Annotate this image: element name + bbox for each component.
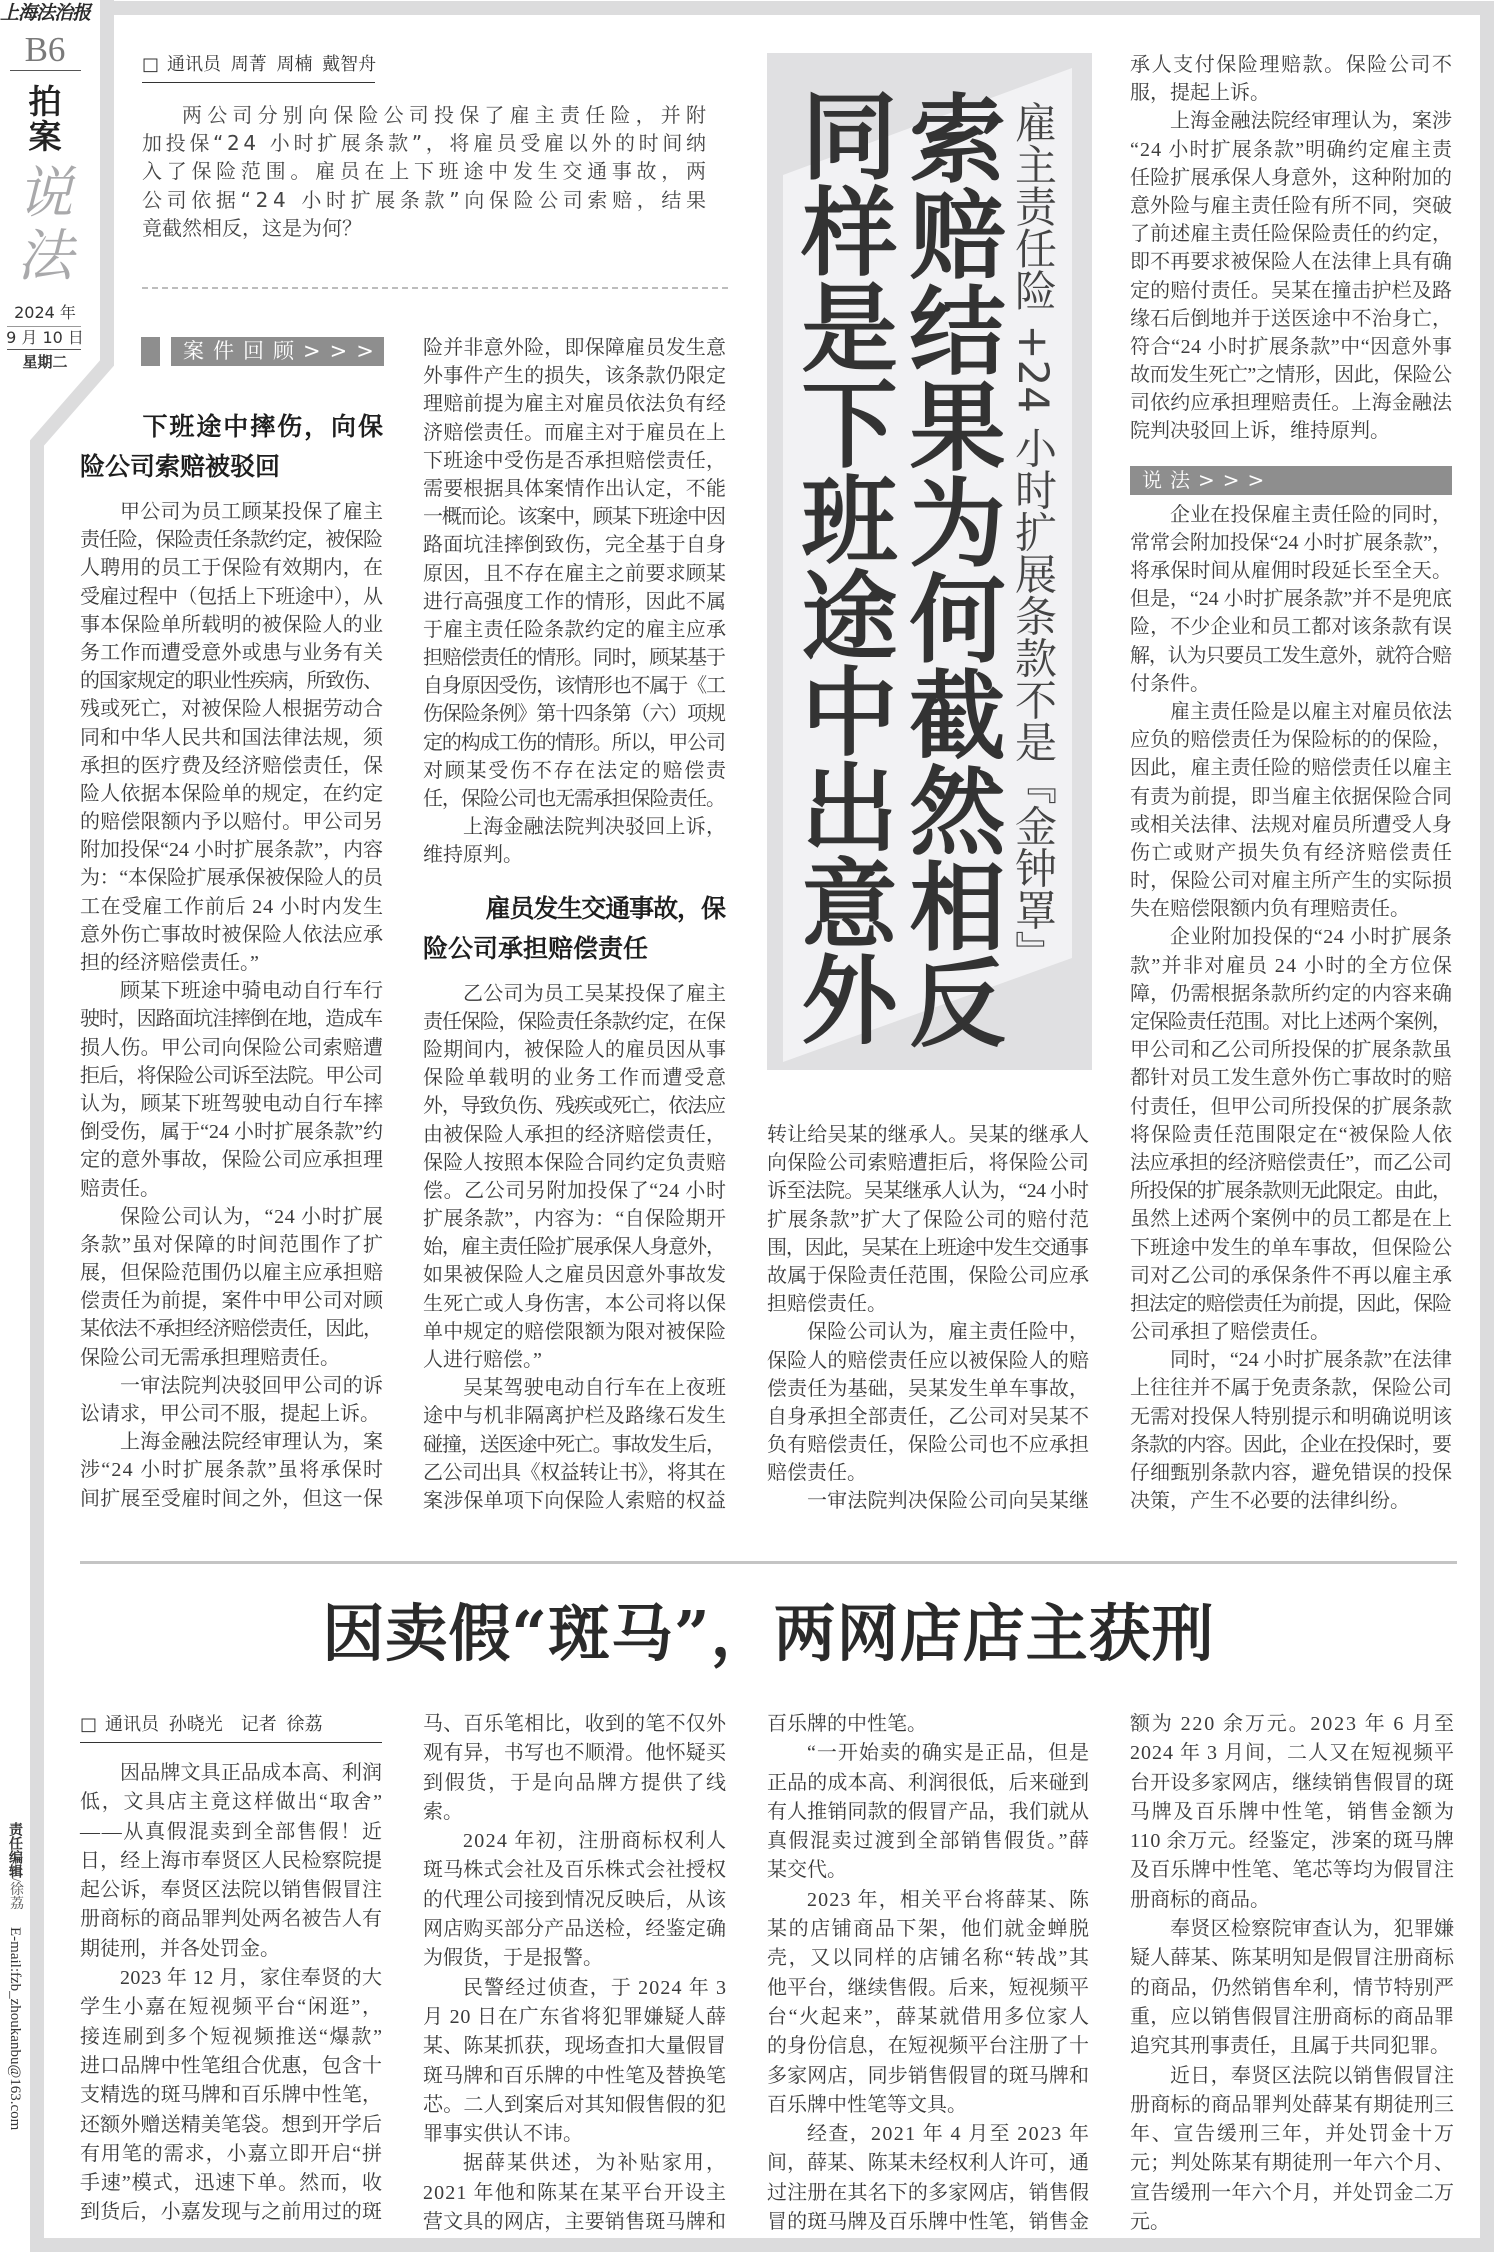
commentary-label: 说法>>> xyxy=(1130,466,1452,495)
text-line: 同和中华人民共和国法律法规，须 xyxy=(80,726,384,749)
text-line: 服，提起上诉。 xyxy=(1130,82,1270,105)
paragraph xyxy=(423,1974,726,2150)
issue-weekday: 星期二 xyxy=(22,353,68,371)
article1-intro xyxy=(142,101,712,242)
text-line: 企业附加投保的“24 小时扩展条 xyxy=(1170,926,1453,949)
byline-authors: 通讯员 周菁 周楠 戴智舟 xyxy=(167,54,377,75)
text-line: 倒受伤，属于“24 小时扩展条款”约 xyxy=(80,1121,384,1144)
text-line: 认为，顾某下班驾驶电动自行车摔 xyxy=(80,1092,384,1115)
text-line: 入了保险范围。雇员在上下班途中发生交通事故，两 xyxy=(142,159,711,184)
case-review-label-text: 案件回顾>>> xyxy=(171,337,384,366)
text-line: 险人依据本保险单的规定，在约定 xyxy=(80,782,384,805)
text-line: 雇主责任险是以雇主对雇员依法 xyxy=(1170,700,1453,723)
section-name-calligraphy: 法 xyxy=(17,226,73,288)
text-line: 时，保险公司对雇主所产生的实际损 xyxy=(1130,870,1453,893)
text-line: 间，薛某、陈某未经权利人许可，通 xyxy=(767,2152,1090,2175)
square-marker-icon: □ xyxy=(142,54,160,75)
paragraph xyxy=(767,1121,1089,1318)
text-line: 上海金融法院经审理认为，案 xyxy=(120,1431,384,1454)
article1-column-4 xyxy=(1130,51,1452,1515)
text-line: 赔责任。 xyxy=(80,1177,160,1200)
article1-byline xyxy=(142,53,375,83)
text-line: 及百乐牌中性笔、笔芯等均为假冒注 xyxy=(1130,1859,1455,1882)
text-line: 的代理公司接到情况反映后，从该 xyxy=(423,1888,727,1911)
text-line: 负有赔偿责任，保险公司也不应承担 xyxy=(767,1434,1090,1457)
byline-authors: 通讯员 孙晓光 记者 徐荔 xyxy=(105,1714,323,1735)
text-line: 工在受雇工作前后 24 小时内发生 xyxy=(80,895,384,918)
text-line: 近日，奉贤区法院以销售假冒注 xyxy=(1170,2064,1455,2087)
text-line: 某依法不承担经济赔偿责任，因此， xyxy=(80,1318,382,1341)
text-line: 乙公司出具《权益转让书》，将其在 xyxy=(423,1461,726,1484)
text-line: 途中与机非隔离护栏及路缘石发生 xyxy=(423,1405,727,1428)
section-name-calligraphy: 说 xyxy=(17,163,73,225)
text-line: 企业在投保雇主责任险的同时， xyxy=(1170,503,1453,526)
text-line: 需要根据具体案情作出认定，不能 xyxy=(423,477,727,500)
paragraph xyxy=(80,498,383,977)
text-line: 上海金融法院判决驳回上诉， xyxy=(463,816,727,839)
editor-email: E-mail:fzb_zhoukanbu@163.com xyxy=(7,1927,23,2131)
text-line: 竟截然相反，这是为何？ xyxy=(142,215,362,240)
text-line: 担法定的赔偿责任为前提，因此，保险 xyxy=(1130,1292,1451,1315)
article1-column-3 xyxy=(767,1121,1089,1516)
paragraph xyxy=(767,1710,1089,1739)
text-line: 承人支付保险理赔款。保险公司不 xyxy=(1130,54,1454,76)
text-line: 担赔偿责任的情形。同时，顾某基于 xyxy=(423,647,725,670)
text-line: 雇员发生交通事故，保 xyxy=(485,893,725,923)
text-line: 追究其刑事责任，且属于共同犯罪。 xyxy=(1130,2035,1450,2058)
text-line: 冒的斑马牌及百乐牌中性笔，销售金 xyxy=(767,2211,1090,2234)
text-line: 定的构成工伤的情形。所以，甲公司 xyxy=(423,731,725,754)
paragraph xyxy=(767,1487,1089,1515)
article2-column-3 xyxy=(767,1710,1089,2237)
paragraph xyxy=(423,2149,729,2237)
text-line: 付责任，但甲公司所投保的扩展条款 xyxy=(1130,1095,1453,1118)
text-line: 如果被保险人之雇员因意外事故发 xyxy=(423,1264,727,1287)
text-line: 责任险，保险责任条款约定，被保险 xyxy=(80,529,382,552)
text-line: 无需对投保人特别提示和明确说明该 xyxy=(1130,1405,1453,1428)
text-line: 保险人的赔偿责任应以被保险人的赔 xyxy=(767,1349,1090,1372)
text-line: 碰撞，送医途中死亡。事故发生后， xyxy=(423,1433,725,1456)
article-separator xyxy=(80,1561,1457,1564)
newspaper-name: 上海法治报 xyxy=(0,3,91,24)
text-line: 疑人薛某、陈某明知是假冒注册商标 xyxy=(1130,1947,1455,1970)
text-line: 百乐牌中性笔等文具。 xyxy=(767,2093,967,2116)
text-line: 虽然上述两个案例中的员工都是在上 xyxy=(1130,1208,1453,1231)
text-line: 定保险责任范围。对比上述两个案例， xyxy=(1130,1011,1451,1033)
article1-column-1 xyxy=(80,407,383,1513)
text-line: 一概而论。该案中，顾某下班途中因 xyxy=(423,506,725,529)
paragraph xyxy=(1130,2062,1454,2238)
text-line: 案涉保单项下向保险人索赔的权益 xyxy=(423,1489,727,1512)
text-line: 偿责任为基础，吴某发生单车事故， xyxy=(767,1377,1090,1400)
text-line: 缘石后倒地并于送医途中不治身亡， xyxy=(1130,307,1453,330)
text-line: 险并非意外险，即保障雇员发生意 xyxy=(423,337,727,359)
text-line: 的身份信息，在短视频平台注册了十 xyxy=(767,2035,1090,2058)
text-line: 保险公司无需承担理赔责任。 xyxy=(80,1346,340,1369)
text-line: 决策，产生不必要的法律纠纷。 xyxy=(1130,1490,1410,1513)
text-line: 的国家规定的职业性疾病，所致伤、 xyxy=(80,670,382,693)
text-line: 应负的赔偿责任为保险标的的保险， xyxy=(1130,729,1453,752)
text-line: 扩展条款”扩大了保险公司的赔付范 xyxy=(767,1208,1090,1231)
text-line: 同时，“24 小时扩展条款”在法律 xyxy=(1170,1349,1452,1372)
text-line: 台开设多家网店，继续销售假冒的斑 xyxy=(1130,1771,1455,1794)
paragraph xyxy=(1130,1915,1454,2061)
text-line: 对顾某受伤不存在法定的赔偿责 xyxy=(423,759,728,782)
article2-column-1 xyxy=(80,1759,382,2228)
text-line: 有用笔的需求，小嘉立即开启“拼 xyxy=(80,2142,383,2165)
text-line: 承担的医疗费及经济赔偿责任，保 xyxy=(80,754,384,777)
article1-headline-line1: 索赔结果为何截然相反 xyxy=(894,89,1007,1049)
text-line: 展，但保险范围仍以雇主应承担赔 xyxy=(80,1262,384,1285)
text-line: 常常会附加投保“24 小时扩展条款”， xyxy=(1130,531,1452,554)
text-line: 台“火起来”，薛某就借用多位家人 xyxy=(767,2005,1091,2028)
text-line: 伤保险条例》第十四条第（六）项规 xyxy=(423,703,725,726)
paragraph xyxy=(423,1710,726,1827)
text-line: 起公诉，奉贤区法院以销售假冒注 xyxy=(80,1879,383,1902)
editor-credit xyxy=(4,1822,26,2131)
text-line: 2021 年他和陈某在某平台开设主 xyxy=(423,2181,728,2204)
text-line: 仔细甄别条款内容，避免错误的投保 xyxy=(1130,1462,1453,1484)
text-line: 任，保险公司也无需承担保险责任。 xyxy=(423,788,725,810)
text-line: 将保险责任范围限定在“被保险人依 xyxy=(1130,1123,1453,1146)
text-line: 务工作而遭受意外或患与业务有关 xyxy=(80,641,384,664)
text-line: 将承保时间从雇佣时段延长至全天。 xyxy=(1130,560,1453,582)
subheading xyxy=(423,889,726,969)
text-line: “一开始卖的确实是正品，但是 xyxy=(807,1742,1090,1765)
text-line: 人聘用的员工于保险有效期内，在 xyxy=(80,557,384,580)
text-line: 乙公司为员工吴某投保了雇主 xyxy=(463,982,727,1005)
text-line: 涉“24 小时扩展条款”虽将承保时 xyxy=(80,1459,385,1482)
text-line: 了前述雇主责任险保险责任的约定， xyxy=(1130,223,1453,246)
text-line: 转让给吴某的继承人。吴某的继承人 xyxy=(767,1124,1090,1146)
text-line: 2023 年，相关平台将薛某、陈 xyxy=(807,1888,1091,1911)
text-line: 伤亡或财产损失负有经济赔偿责任 xyxy=(1130,841,1454,864)
text-line: 赔偿责任。 xyxy=(767,1462,867,1485)
text-line: 间扩展至受雇时间之外，但这一保 xyxy=(80,1487,384,1510)
text-line: 重，应以销售假冒注册商标的商品罪 xyxy=(1130,2005,1455,2028)
text-line: 讼请求，甲公司不服，提起上诉。 xyxy=(80,1403,380,1425)
text-line: 吴某驾驶电动自行车在上夜班 xyxy=(463,1377,727,1400)
text-line: 险公司索赔被驳回 xyxy=(80,452,281,481)
article2-headline: 因卖假“斑马”，两网店店主获刑 xyxy=(322,1597,1215,1670)
text-line: 扩展条款”，内容为：“自保险期开 xyxy=(423,1208,727,1231)
text-line: 院判决驳回上诉，维持原判。 xyxy=(1130,420,1390,443)
text-line: 款”并非对雇员 24 小时的全方位保 xyxy=(1130,954,1454,977)
text-line: 司对乙公司的承保条件不再以雇主承 xyxy=(1130,1264,1453,1287)
text-line: 诉至法院。吴某继承人认为，“24 小时 xyxy=(767,1180,1089,1203)
subheading xyxy=(80,407,383,487)
text-line: 元。 xyxy=(1130,2211,1170,2234)
text-line: 元；判处陈某有期徒刑一年六个月、 xyxy=(1130,2152,1455,2175)
text-line: 额为 220 余万元。2023 年 6 月至 xyxy=(1130,1713,1456,1735)
text-line: 过注册在其名下的多家网店，销售假 xyxy=(767,2181,1090,2204)
text-line: 奉贤区检察院审查认为，犯罪嫌 xyxy=(1170,1918,1455,1941)
text-line: 一审法院判决保险公司向吴某继 xyxy=(807,1490,1090,1513)
text-line: 保险单载明的业务工作而遭受意 xyxy=(423,1067,728,1090)
article1-headline-line2: 同样是下班途中出意外 xyxy=(786,86,899,1046)
text-line: 民警经过侦查，于 2024 年 3 xyxy=(463,1976,728,1999)
paragraph xyxy=(767,1318,1089,1487)
text-line: 2024 年初，注册商标权利人 xyxy=(463,1830,728,1853)
text-line: 理赔前提为雇主对雇员依法负有经 xyxy=(423,393,727,416)
issue-year: 2024 年 xyxy=(14,303,76,322)
text-line: “24 小时扩展条款”明确约定雇主责 xyxy=(1130,138,1454,161)
paragraph xyxy=(767,1739,1089,1885)
intro-dashed-divider xyxy=(142,287,728,289)
text-line: 因此，雇主责任险的赔偿责任以雇主 xyxy=(1130,757,1453,780)
text-line: 外，导致负伤、残疾或死亡，依法应 xyxy=(423,1095,725,1118)
text-line: 济赔偿责任。而雇主对于雇员在上 xyxy=(423,421,727,444)
paragraph xyxy=(1130,1710,1454,1915)
paragraph xyxy=(80,1372,383,1428)
text-line: 责任保险，保险责任条款约定，在保 xyxy=(423,1010,725,1033)
label-block-icon xyxy=(141,337,160,366)
text-line: 某交代。 xyxy=(767,1859,847,1882)
text-line: 马牌及百乐牌中性笔，销售金额为 xyxy=(1130,1800,1456,1823)
text-line: 上海金融法院经审理认为，案涉 xyxy=(1170,110,1453,133)
text-line: 意外伤亡事故时被保险人依法应承 xyxy=(80,923,384,946)
text-line: 册商标的商品。 xyxy=(1130,1888,1270,1911)
text-line: 所投保的扩展条款则无此限定。由此， xyxy=(1130,1180,1451,1203)
text-line: 顾某下班途中骑电动自行车行 xyxy=(120,980,384,1003)
text-line: 据薛某供述，为补贴家用， xyxy=(463,2152,729,2175)
text-line: 付条件。 xyxy=(1130,672,1210,695)
text-line: 下班途中摔伤，向保 xyxy=(142,412,385,441)
text-line: 观有异，书写也不顺滑。他怀疑买 xyxy=(423,1742,727,1765)
paragraph xyxy=(423,1374,726,1515)
text-line: 任险扩展承保人身意外，这种附加的 xyxy=(1130,166,1453,189)
paragraph xyxy=(80,977,383,1203)
paragraph xyxy=(423,813,726,869)
text-line: 司依约应承担理赔责任。上海金融法 xyxy=(1130,392,1453,415)
paragraph xyxy=(423,980,726,1375)
paragraph xyxy=(1130,923,1452,1346)
text-line: 险公司承担赔偿责任 xyxy=(423,933,649,963)
text-line: 马、百乐笔相比，收到的笔不仅外 xyxy=(423,1713,727,1735)
text-line: 条款的内容。因此，企业在投保时，要 xyxy=(1130,1433,1451,1456)
section-name-char: 拍 xyxy=(28,82,62,121)
text-line: 自身承担全部责任，乙公司对吴某不 xyxy=(767,1405,1090,1428)
text-line: 期徒刑，并各处罚金。 xyxy=(80,1937,280,1960)
text-line: 索。 xyxy=(423,1800,463,1823)
text-line: 自身原因受伤，该情形也不属于《工 xyxy=(423,675,725,698)
text-line: 手速”模式，迅速下单。然而，收 xyxy=(80,2172,383,2195)
text-line: 壳，又以同样的店铺名称“转战”其 xyxy=(767,1947,1091,1970)
article2-byline xyxy=(80,1713,382,1743)
text-line: 定的赔付责任。吴某在撞击护栏及路 xyxy=(1130,279,1453,302)
text-line: 为假货，于是报警。 xyxy=(423,1947,603,1970)
text-line: 低，文具店主竟这样做出“取舍” xyxy=(80,1791,384,1814)
text-line: 生死亡或人身伤害，本公司将以保 xyxy=(423,1292,727,1315)
text-line: 两公司分别向保险公司投保了雇主责任险，并附 xyxy=(182,103,712,127)
text-line: 进口品牌中性笔组合优惠，包含十 xyxy=(80,2054,383,2077)
text-line: 学生小嘉在短视频平台“闲逛”， xyxy=(80,1996,384,2019)
text-line: 甲公司和乙公司所投保的扩展条款虽 xyxy=(1130,1039,1453,1062)
text-line: 月 20 日在广东省将犯罪嫌疑人薛 xyxy=(423,2005,727,2028)
text-line: 外事件产生的损失，该条款仍限定 xyxy=(423,365,727,388)
text-line: 单中规定的赔偿限额为限对被保险 xyxy=(423,1320,727,1343)
editor-label: 责任编辑 xyxy=(7,1822,23,1878)
text-line: 芯。二人到案后对其知假售假的犯 xyxy=(423,2093,727,2116)
text-line: 附加投保“24 小时扩展条款”，内容 xyxy=(80,839,384,862)
page-number: B6 xyxy=(24,30,66,69)
text-line: 于雇主责任险条款约定的雇主应承 xyxy=(423,618,727,641)
text-line: 障，仍需根据条款所约定的内容来确 xyxy=(1130,982,1453,1005)
text-line: 正品的成本高、利润很低，后来碰到 xyxy=(767,1771,1090,1794)
text-line: 到假货，于是向品牌方提供了线 xyxy=(423,1771,728,1794)
text-line: 册商标的商品罪判处薛某有期徒刑三 xyxy=(1130,2093,1455,2116)
paragraph xyxy=(1130,698,1452,924)
text-line: 营文具的网店，主要销售斑马牌和 xyxy=(423,2211,727,2234)
issue-date: 9 月 10 日 xyxy=(6,328,84,347)
paragraph xyxy=(1130,51,1452,107)
text-line: 2023 年 12 月，家住奉贤的大 xyxy=(120,1967,383,1990)
text-line: 为：“本保险扩展承保被保险人的员 xyxy=(80,867,383,890)
paragraph xyxy=(80,1964,382,2228)
date-divider xyxy=(7,349,81,350)
text-line: 故属于保险责任范围，保险公司应承 xyxy=(767,1264,1090,1287)
text-line: 有责为前提，即当雇主依据保险合同 xyxy=(1130,785,1453,808)
text-line: 拒后，将保险公司诉至法院。甲公司 xyxy=(80,1064,382,1087)
paragraph xyxy=(423,1827,726,1973)
text-line: 保险公司认为，“24 小时扩展 xyxy=(120,1205,384,1228)
text-line: 的赔偿限额内予以赔付。甲公司另 xyxy=(80,811,384,834)
text-line: 罪事实供认不讳。 xyxy=(423,2123,583,2146)
text-line: 有人推销同款的假冒产品，我们就从 xyxy=(767,1800,1090,1823)
text-line: 符合“24 小时扩展条款”中“因意外事 xyxy=(1130,335,1453,358)
text-line: 多家网店，同步销售假冒的斑马牌和 xyxy=(767,2064,1090,2087)
paragraph xyxy=(1130,1346,1452,1515)
text-line: 偿。乙公司另附加投保了“24 小时 xyxy=(423,1179,727,1202)
text-line: 保险人按照本保险合同约定负责赔 xyxy=(423,1151,727,1174)
text-line: 日，经上海市奉贤区人民检察院提 xyxy=(80,1849,383,1872)
paragraph xyxy=(767,1886,1089,2120)
text-line: 都针对员工发生意外伤亡事故时的赔 xyxy=(1130,1067,1453,1090)
text-line: 加投保“24 小时扩展条款”，将雇员受雇以外的时间纳 xyxy=(142,131,710,156)
text-line: 偿责任为前提，案件中甲公司对顾 xyxy=(80,1290,384,1313)
text-line: 到货后，小嘉发现与之前用过的斑 xyxy=(80,2201,383,2224)
text-line: 还额外赠送精美笔袋。想到开学后 xyxy=(80,2113,383,2136)
text-line: 损人伤。甲公司向保险公司索赔遭 xyxy=(80,1036,384,1059)
text-line: 即不再要求被保险人在法律上具有确 xyxy=(1130,251,1453,274)
article1-column-2 xyxy=(423,334,726,1515)
text-line: 公司承担了赔偿责任。 xyxy=(1130,1321,1330,1344)
text-line: 年、宣告缓刑三年，并处罚金十万 xyxy=(1130,2123,1456,2146)
text-line: 某、陈某抓获，现场查扣大量假冒 xyxy=(423,2035,727,2058)
text-line: 事本保险单所载明的被保险人的业 xyxy=(80,613,384,636)
paragraph xyxy=(1130,501,1452,698)
section-name-char: 案 xyxy=(28,117,62,156)
text-line: 2024 年 3 月间，二人又在短视频平 xyxy=(1130,1742,1455,1765)
text-line: 条款”虽对保障的时间范围作了扩 xyxy=(80,1233,384,1256)
text-line: 支精选的斑马牌和百乐牌中性笔， xyxy=(80,2084,383,2107)
paragraph xyxy=(80,1759,382,1964)
text-line: 接连刷到多个短视频推送“爆款” xyxy=(80,2025,384,2048)
text-line: 受雇过程中（包括上下班途中），从 xyxy=(80,585,383,608)
text-line: 围，因此，吴某在上班途中发生交通事 xyxy=(767,1236,1088,1259)
text-line: 上往往并不属于免责条款，保险公司 xyxy=(1130,1377,1453,1400)
text-line: 他平台，继续售假。后来，短视频平 xyxy=(767,1976,1090,1999)
paragraph xyxy=(1130,107,1452,445)
text-line: 担的经济赔偿责任。” xyxy=(80,952,259,974)
article2-column-2 xyxy=(423,1710,729,2237)
paragraph xyxy=(142,101,712,242)
text-line: 因品牌文具正品成本高、利润 xyxy=(120,1762,383,1784)
text-line: 经查，2021 年 4 月至 2023 年 xyxy=(807,2123,1091,2146)
text-line: 始，雇主责任险扩展承保人身意外， xyxy=(423,1236,725,1259)
text-line: 由被保险人承担的经济赔偿责任， xyxy=(423,1123,727,1146)
text-line: 向保险公司索赔遭拒后，将保险公司 xyxy=(767,1152,1090,1175)
text-line: 故而发生死亡”之情形，因此，保险公 xyxy=(1130,364,1452,387)
text-line: 110 余万元。经鉴定，涉案的斑马牌 xyxy=(1130,1830,1455,1853)
text-line: 残或死亡，对被保险人根据劳动合 xyxy=(80,698,384,721)
text-line: 保险公司认为，雇主责任险中， xyxy=(807,1321,1090,1344)
text-line: 意外险与雇主责任险有所不同，突破 xyxy=(1130,194,1453,217)
text-line: 公司依据“24 小时扩展条款”向保险公司索赔，结果 xyxy=(142,187,711,212)
text-line: 下班途中发生的单车事故，但保险公 xyxy=(1130,1236,1453,1259)
text-line: 定的意外事故，保险公司应承担理 xyxy=(80,1149,384,1172)
paragraph xyxy=(80,1203,383,1372)
text-line: 但是，“24 小时扩展条款”并不是兜底 xyxy=(1130,588,1452,611)
article1-headline-box xyxy=(767,53,1092,1070)
text-line: 维持原判。 xyxy=(423,844,523,867)
text-line: 下班途中受伤是否承担赔偿责任， xyxy=(423,449,727,472)
text-line: 险，不少企业和员工都对该条款有误 xyxy=(1130,616,1453,639)
text-line: 一审法院判决驳回甲公司的诉 xyxy=(120,1374,384,1397)
text-line: 险期间内，被保险人的雇员因从事 xyxy=(423,1038,727,1061)
text-line: 担赔偿责任。 xyxy=(767,1293,887,1316)
paragraph xyxy=(80,1428,383,1513)
text-line: 解，认为只要员工发生意外，就符合赔 xyxy=(1130,644,1451,667)
text-line: 甲公司为员工顾某投保了雇主 xyxy=(120,501,384,523)
text-line: 路面坑洼摔倒致伤，完全基于自身 xyxy=(423,534,727,557)
text-line: 或相关法律、法规对雇员所遭受人身 xyxy=(1130,813,1453,836)
text-line: 的商品，仍然销售牟利，情节特别严 xyxy=(1130,1976,1455,1999)
text-line: 人进行赔偿。” xyxy=(423,1349,542,1371)
text-line: 册商标的商品罪判处两名被告人有 xyxy=(80,1908,383,1931)
editor-name: /徐荔 xyxy=(8,1878,23,1910)
article2-column-4 xyxy=(1130,1710,1454,2237)
text-line: 百乐牌的中性笔。 xyxy=(767,1713,927,1735)
text-line: 斑马株式会社及百乐株式会社授权 xyxy=(423,1859,727,1882)
masthead-divider xyxy=(10,70,81,71)
text-line: 斑马牌和百乐牌的中性笔及替换笔 xyxy=(423,2064,727,2087)
text-line: 真假混卖过渡到全部销售假货。”薛 xyxy=(767,1830,1091,1853)
text-line: 宣告缓刑一年六个月，并处罚金二万 xyxy=(1130,2181,1455,2204)
text-line: ——从真假混卖到全部售假！近 xyxy=(80,1820,384,1843)
text-line: 原因，且不存在雇主之前要求顾某 xyxy=(423,562,727,585)
article1-subtitle: 雇主责任险 +24 小时扩展条款不是『金钟罩』 xyxy=(1009,101,1058,973)
text-line: 失在赔偿限额内负有理赔责任。 xyxy=(1130,898,1410,921)
square-marker-icon: □ xyxy=(80,1714,98,1735)
paragraph xyxy=(767,2120,1089,2237)
text-line: 进行高强度工作的情形，因此不属 xyxy=(423,590,727,613)
text-line: 驶时，因路面坑洼摔倒在地，造成车 xyxy=(80,1008,382,1031)
text-line: 某的店铺商品下架，他们就金蝉脱 xyxy=(767,1918,1091,1941)
text-line: 网店购买部分产品送检，经鉴定确 xyxy=(423,1918,727,1941)
text-line: 法应承担的经济赔偿责任”，而乙公司 xyxy=(1130,1151,1452,1174)
paragraph xyxy=(423,334,726,813)
